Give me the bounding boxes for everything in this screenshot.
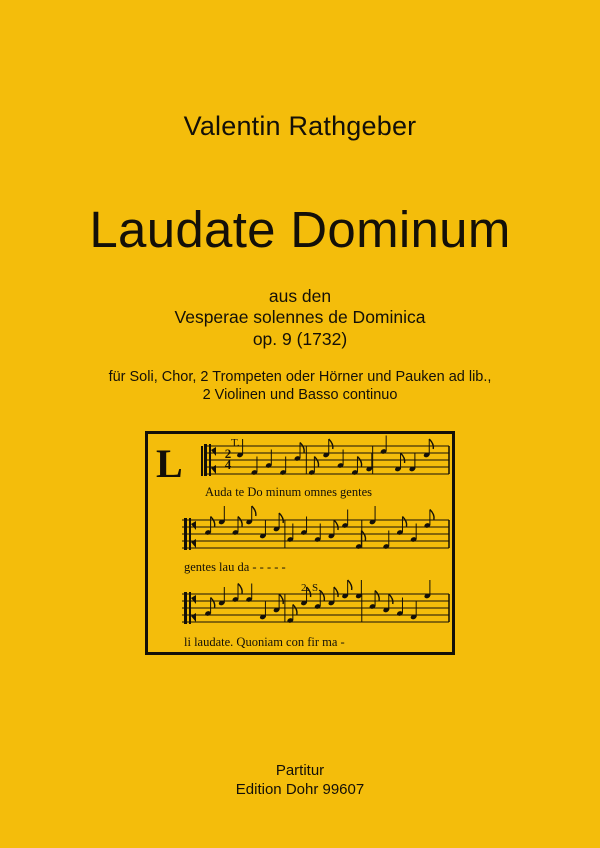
note-flag	[334, 587, 338, 597]
clef-icon	[184, 518, 187, 550]
note-flag	[430, 510, 434, 520]
clef-icon	[189, 518, 191, 550]
subtitle-line: aus den	[268, 286, 332, 306]
note-flag	[357, 457, 361, 467]
initial-letter: L	[156, 441, 183, 486]
lyric-line: Auda te Do minum omnes gentes	[205, 485, 372, 499]
note-flag	[348, 580, 352, 590]
voice-mark: T.	[231, 437, 240, 449]
subtitle-line: Vesperae solennes de Dominica	[174, 307, 426, 327]
score-excerpt-image	[145, 431, 455, 655]
lyric-line: li laudate. Quoniam con fir ma -	[184, 635, 345, 649]
note-flag	[329, 439, 333, 449]
clef-icon	[204, 444, 207, 476]
note-flag	[293, 605, 297, 615]
clef-icon	[184, 592, 187, 624]
music-staves	[148, 434, 452, 652]
note-flag	[429, 439, 433, 449]
time-signature	[222, 448, 234, 470]
instrumentation-line: für Soli, Chor, 2 Trompeten oder Hörner und Pauken ad lib.,	[108, 369, 492, 385]
note-flag	[334, 520, 338, 530]
note-flag	[375, 591, 379, 601]
work-title: Laudate Dominum	[89, 201, 511, 258]
edition-type: Partitur	[275, 762, 325, 779]
clef-icon	[189, 592, 191, 624]
note-flag	[279, 594, 283, 604]
composer-name: Valentin Rathgeber	[183, 111, 417, 141]
note-flag	[211, 598, 215, 608]
note-flag	[401, 453, 405, 463]
note-flag	[279, 513, 283, 523]
lyric-line: gentes lau da - - - - -	[184, 560, 286, 574]
time-signature-bottom: 4	[224, 457, 232, 472]
note-flag	[389, 594, 393, 604]
edition-number: Edition Dohr 99607	[235, 781, 365, 798]
note-flag	[402, 517, 406, 527]
note-flag	[238, 517, 242, 527]
note-flag	[238, 584, 242, 594]
clef-icon	[209, 444, 211, 476]
note-flag	[211, 517, 215, 527]
note-flag	[300, 443, 304, 453]
note-flag	[314, 457, 318, 467]
time-signature-top: 2	[224, 446, 232, 461]
voice-mark: 2. S.	[301, 582, 321, 594]
note-flag	[252, 506, 256, 516]
opus-line: op. 9 (1732)	[252, 329, 348, 349]
instrumentation-line: 2 Violinen und Basso continuo	[202, 387, 398, 403]
